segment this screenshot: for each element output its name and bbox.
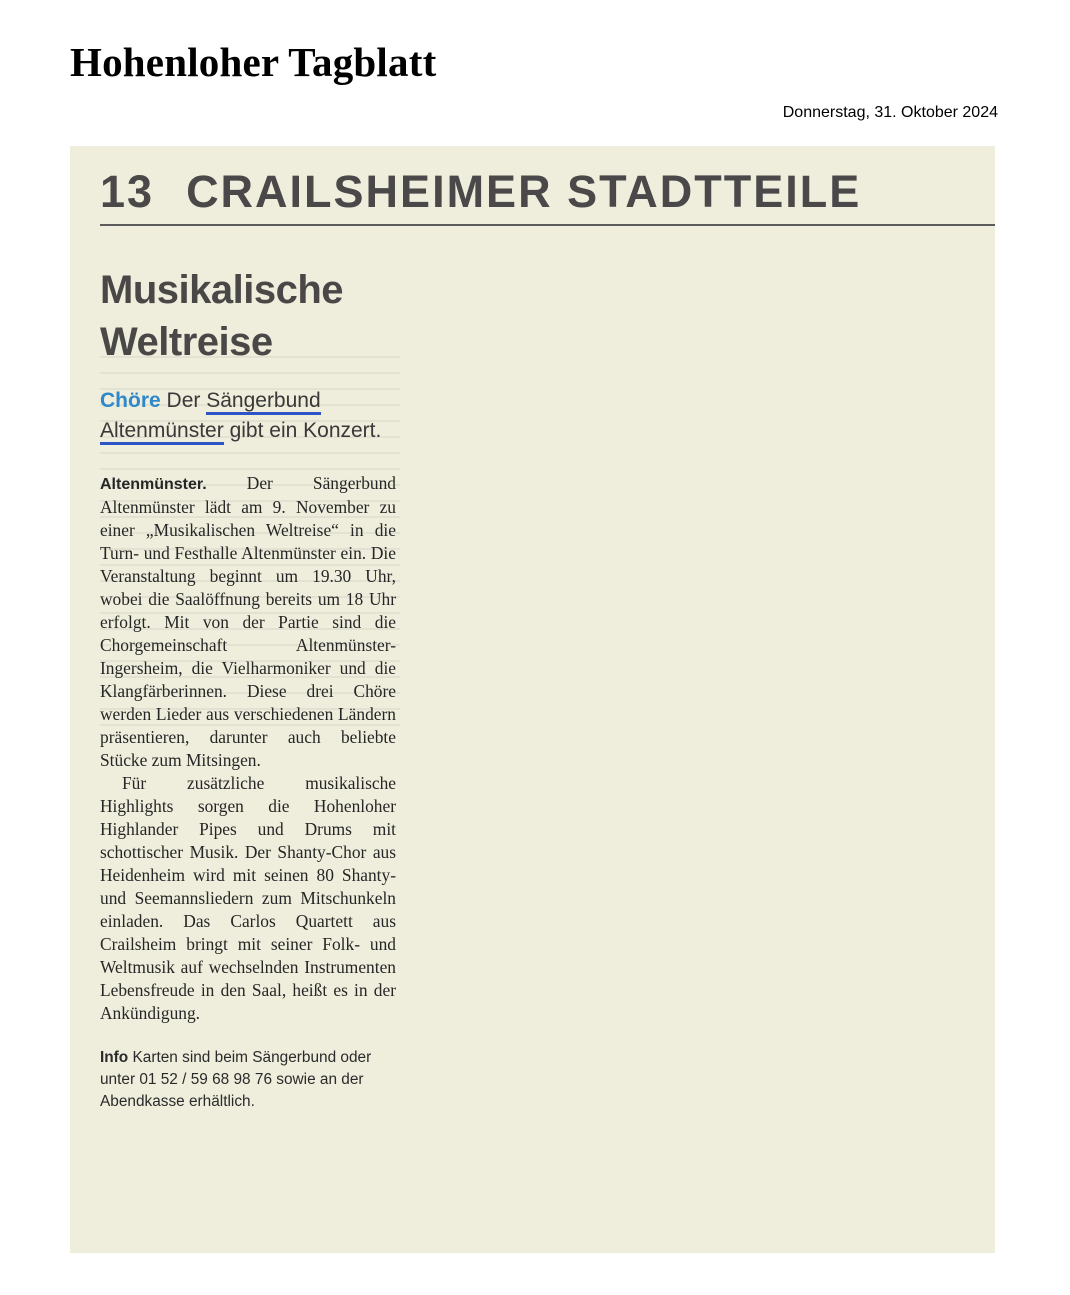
paragraph-2: Für zusätzliche musikalische Highlights sorgen die Hohenloher Highlander Pipes und Drums mit schottischer Musik. Der Shanty-Chor aus Heidenheim wird mit seinen 80 Shanty- und Seemannsliedern zum Mitschunkeln einladen. Das Carlos Quartett aus Crailsheim bringt mit seiner Folk- und Weltmusik auf wechselnden Instrumenten Lebensfreude in den Saal, heißt es in der Ankündigung. xyxy=(100,773,396,1023)
teaser-underlined-1: Sängerbund xyxy=(206,389,320,415)
article xyxy=(100,264,396,1113)
info-label: Info xyxy=(100,1049,129,1066)
paragraph-1-text: Der Sängerbund Altenmünster lädt am 9. November zu einer „Musikalischen Weltreise“ in die Turn- und Festhalle Altenmünster ein. Die Veranstaltung beginnt um 19.30 Uhr, wobei die Saalöffnung bereits um 18 Uhr erfolgt. Mit von der Partie sind die Chorgemeinschaft Altenmünster-Ingersheim, die Vielharmoniker und die Klangfärberinnen. Diese drei Chöre werden Lieder aus verschiedenen Ländern präsentieren, darunter auch beliebte Stücke zum Mitsingen. xyxy=(100,473,396,770)
page-number: 13 xyxy=(100,166,155,217)
teaser xyxy=(100,386,396,446)
section-title: CRAILSHEIMER STADTTEILE xyxy=(186,166,862,217)
info-text: Karten sind beim Sängerbund oder unter 01 52 / 59 68 98 76 sowie an der Abendkasse erhältlich. xyxy=(100,1049,372,1110)
newspaper-clipping xyxy=(70,146,995,1253)
section-header xyxy=(100,166,995,226)
article-body xyxy=(100,472,396,1025)
teaser-rest: gibt ein Konzert. xyxy=(229,419,382,442)
headline xyxy=(100,264,396,368)
paragraph-1 xyxy=(100,472,396,772)
publication-date: Donnerstag, 31. Oktober 2024 xyxy=(782,104,998,121)
dateline: Altenmünster. xyxy=(100,476,207,493)
headline-line-1: Musikalische xyxy=(100,268,344,312)
masthead: Hohenloher Tagblatt xyxy=(70,39,437,85)
headline-line-2: Weltreise xyxy=(100,320,273,364)
teaser-word: Der xyxy=(166,389,201,412)
info-box xyxy=(100,1047,396,1113)
teaser-kicker: Chöre xyxy=(100,389,161,412)
teaser-underlined-2: Altenmünster xyxy=(100,419,224,445)
